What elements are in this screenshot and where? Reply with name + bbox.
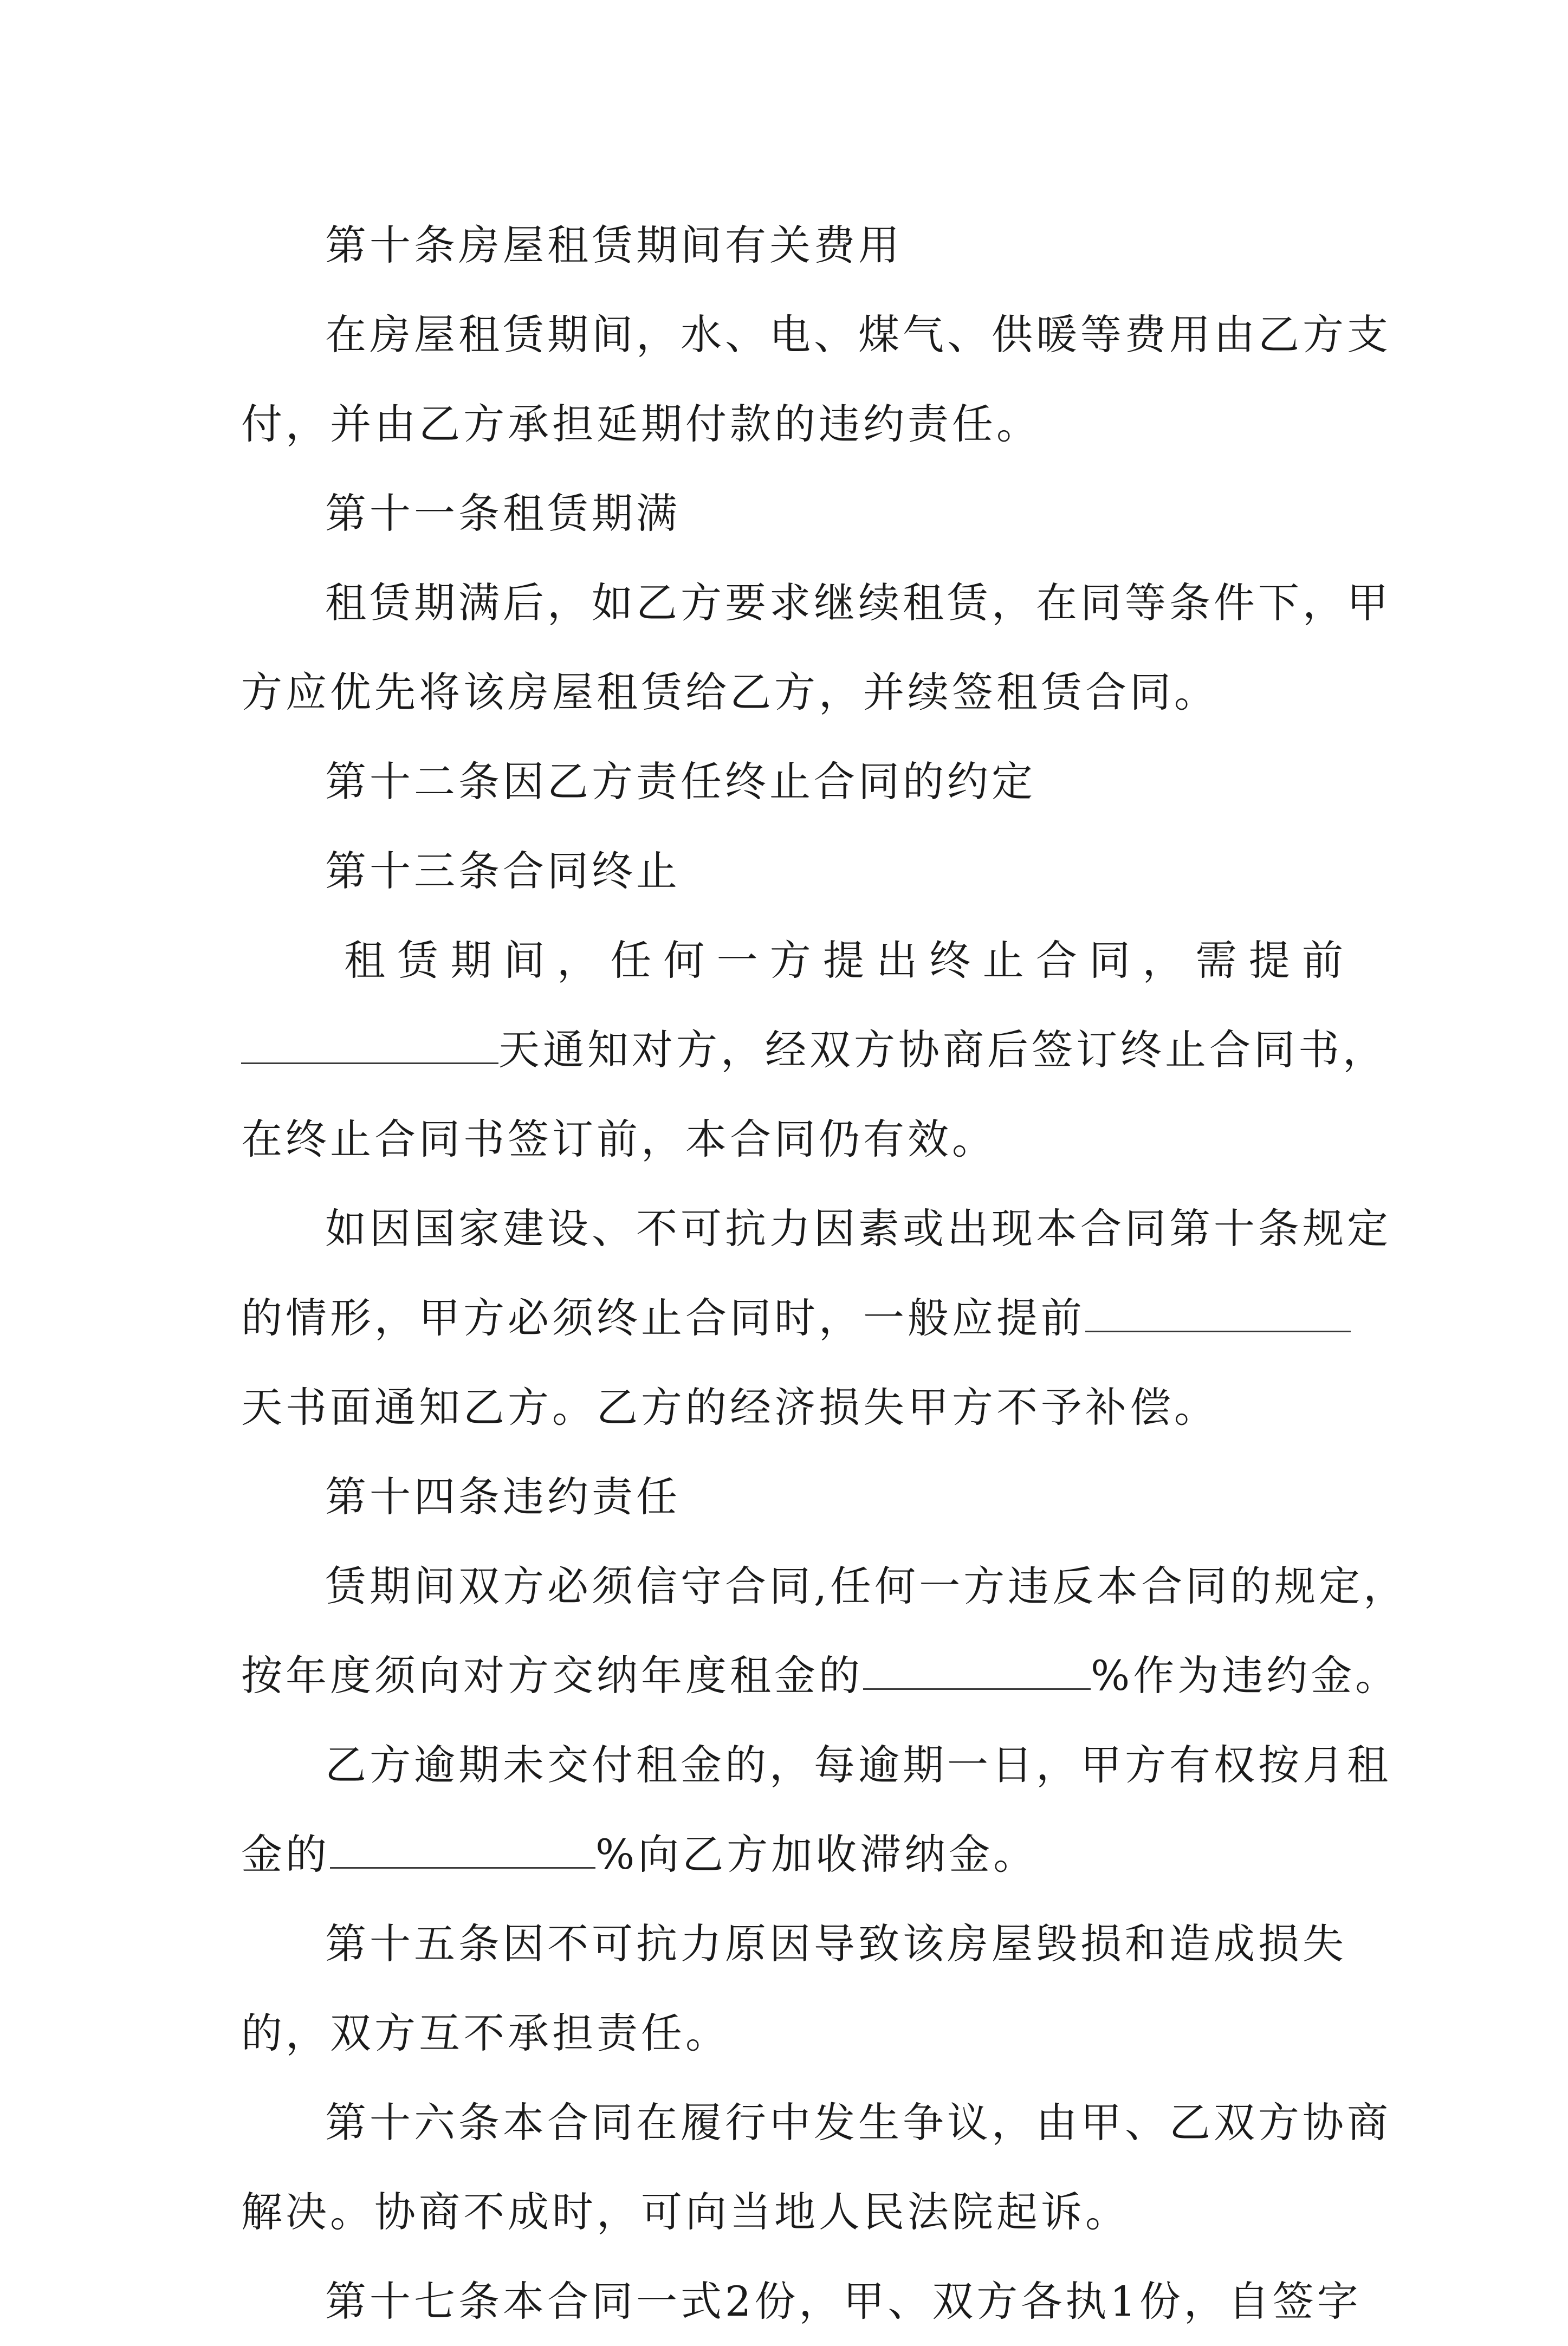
paragraph-text: 天通知对方，经双方协商后签订终止合同书， [498,1026,1387,1074]
paragraph-line: 乙方逾期未交付租金的，每逾期一日，甲方有权按月租 [325,1741,1391,1789]
paragraph-line: 付，并由乙方承担延期付款的违约责任。 [241,400,1041,448]
article-11-heading: 第十一条租赁期满 [325,489,681,537]
article-12-heading: 第十二条因乙方责任终止合同的约定 [325,757,1036,806]
paragraph-line: 如因国家建设、不可抗力因素或出现本合同第十条规定 [325,1204,1391,1253]
article-13-heading: 第十三条合同终止 [325,847,681,895]
paragraph-line [241,1810,1346,1899]
paragraph-text: 金的 [241,1830,330,1878]
blank-penalty-percent [863,1639,1091,1690]
article-17-line: 第十七条本合同一式2份，甲、双方各执1份，自签字 [325,2277,1362,2325]
paragraph-line: 在房屋租赁期间，水、电、煤气、供暖等费用由乙方支 [325,310,1391,359]
paragraph-text: 按年度须向对方交纳年度租金的 [241,1651,863,1700]
paragraph-line: 在终止合同书签订前，本合同仍有效。 [241,1115,996,1163]
paragraph-line: 赁期间双方必须信守合同,任何一方违反本合同的规定， [325,1562,1408,1610]
paragraph-line: 方应优先将该房屋租赁给乙方，并续签租赁合同。 [241,668,1219,716]
paragraph-text: 的情形，甲方必须终止合同时，一般应提前 [241,1294,1085,1342]
paragraph-line [241,1005,1387,1094]
paragraph-line: 租赁期满后，如乙方要求继续租赁，在同等条件下，甲 [325,579,1391,627]
article-15-line: 第十五条因不可抗力原因导致该房屋毁损和造成损失 [325,1920,1347,1968]
article-10-heading: 第十条房屋租赁期间有关费用 [325,221,903,269]
paragraph-line: 解决。协商不成时，可向当地人民法院起诉。 [241,2188,1130,2236]
blank-notice-days [241,1014,498,1064]
article-16-line: 第十六条本合同在履行中发生争议，由甲、乙双方协商 [325,2098,1391,2147]
blank-advance-days [1085,1282,1351,1332]
paragraph-line: 天书面通知乙方。乙方的经济损失甲方不予补偿。 [241,1383,1219,1431]
contract-text [241,200,1408,2346]
paragraph-line: 的，双方互不承担责任。 [241,2009,730,2057]
paragraph-text: %作为违约金。 [1091,1651,1400,1700]
paragraph-line [241,1273,1346,1363]
blank-late-fee-percent [330,1818,595,1869]
paragraph-line [241,1631,1400,1720]
article-14-heading: 第十四条违约责任 [325,1473,681,1521]
paragraph-line: 租赁期间，任何一方提出终止合同，需提前 [344,936,1346,984]
paragraph-text: %向乙方加收滞纳金。 [595,1830,1038,1878]
